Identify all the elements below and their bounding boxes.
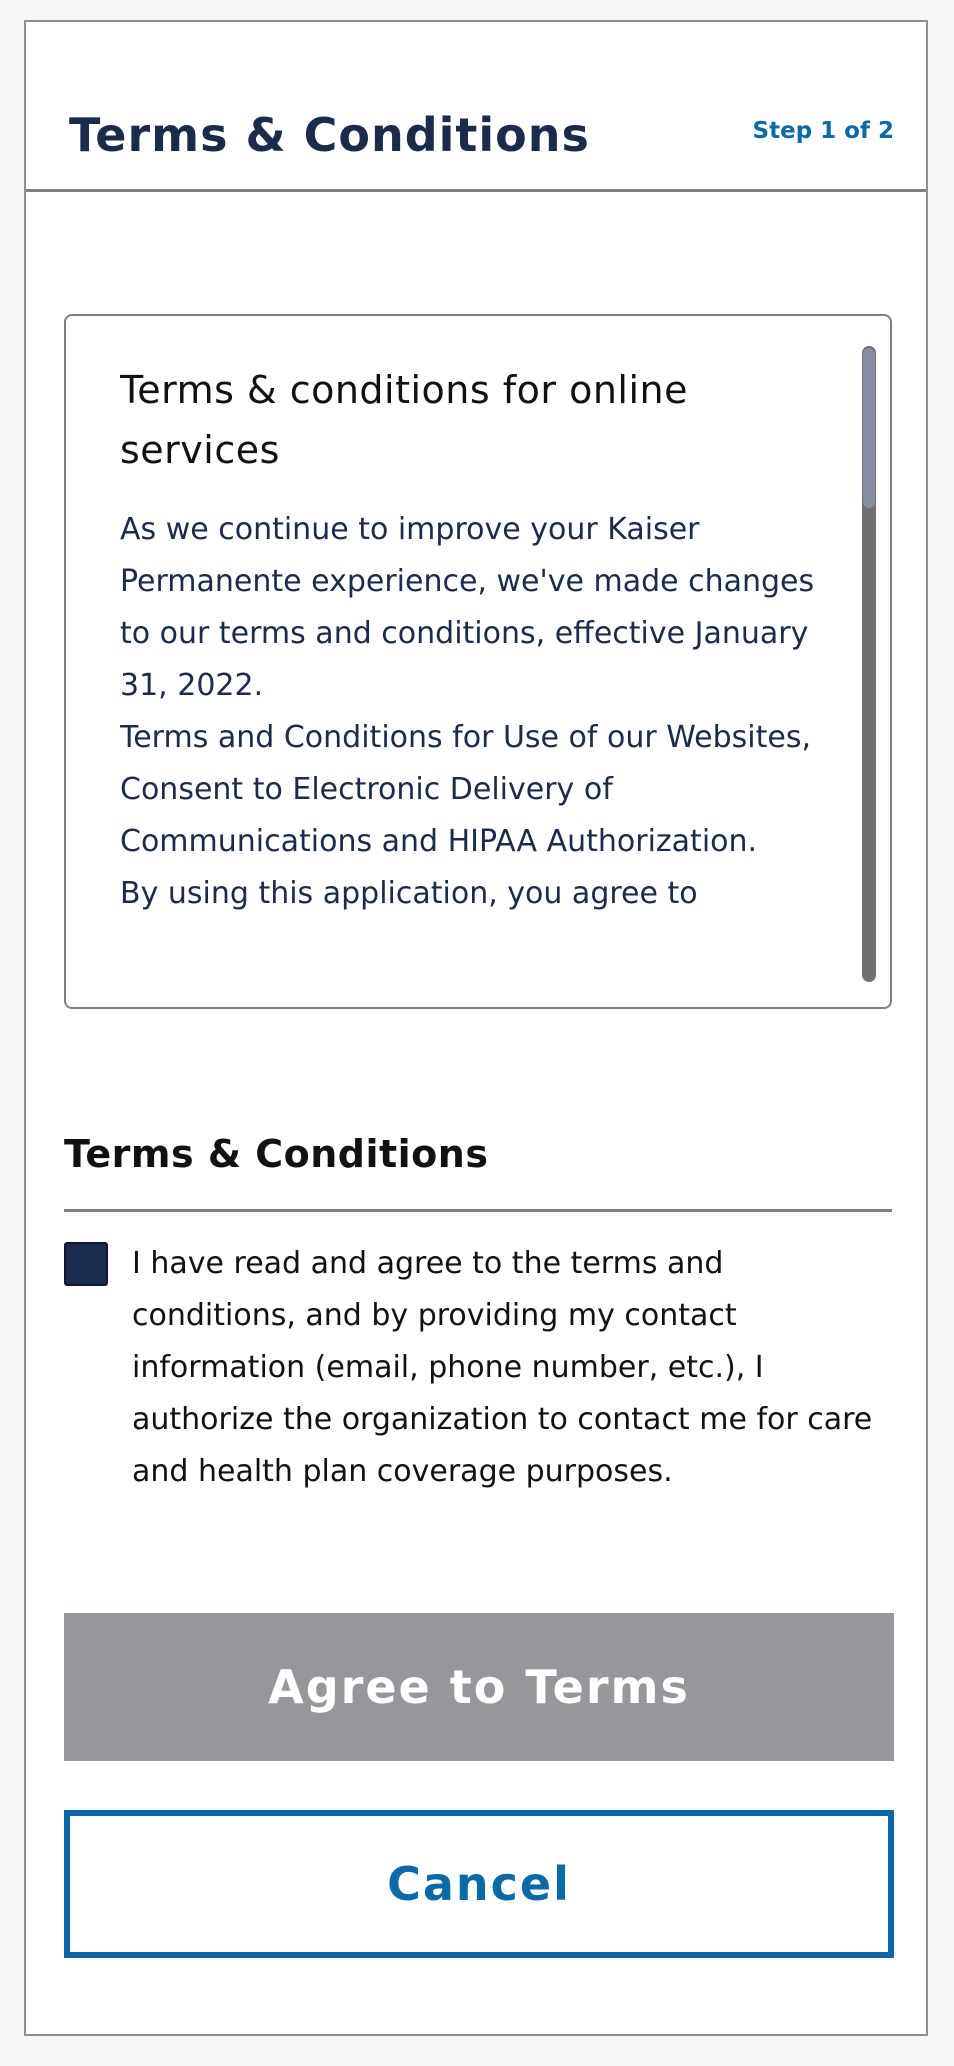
consent-heading: Terms & Conditions (64, 1132, 489, 1176)
cancel-button[interactable]: Cancel (64, 1810, 894, 1958)
agree-checkbox-label[interactable]: I have read and agree to the terms and conditions, and by providing my contact information (email, phone number, etc.), I authorize the organization to contact me for care and health plan coverage purposes. (132, 1246, 873, 1489)
terms-paragraph: By using this application, you agree to (120, 876, 698, 911)
terms-page (24, 20, 928, 2036)
terms-scroll-box[interactable] (64, 314, 892, 1009)
scrollbar-thumb[interactable] (863, 348, 875, 508)
section-divider (64, 1209, 892, 1212)
scrollbar[interactable] (862, 346, 876, 982)
agree-checkbox[interactable] (64, 1242, 108, 1286)
terms-paragraph: As we continue to improve your Kaiser Permanente experience, we've made changes to our terms and conditions, effective January 31, 2022. (120, 512, 815, 703)
terms-paragraph: Terms and Conditions for Use of our Websites, Consent to Electronic Delivery of Communications and HIPAA Authorization. (120, 720, 811, 859)
terms-heading: Terms & conditions for online services (120, 368, 689, 472)
page-header (26, 22, 926, 192)
step-indicator: Step 1 of 2 (752, 118, 894, 144)
agree-to-terms-button[interactable]: Agree to Terms (64, 1613, 894, 1761)
terms-content (120, 360, 840, 960)
page-title: Terms & Conditions (69, 108, 590, 162)
